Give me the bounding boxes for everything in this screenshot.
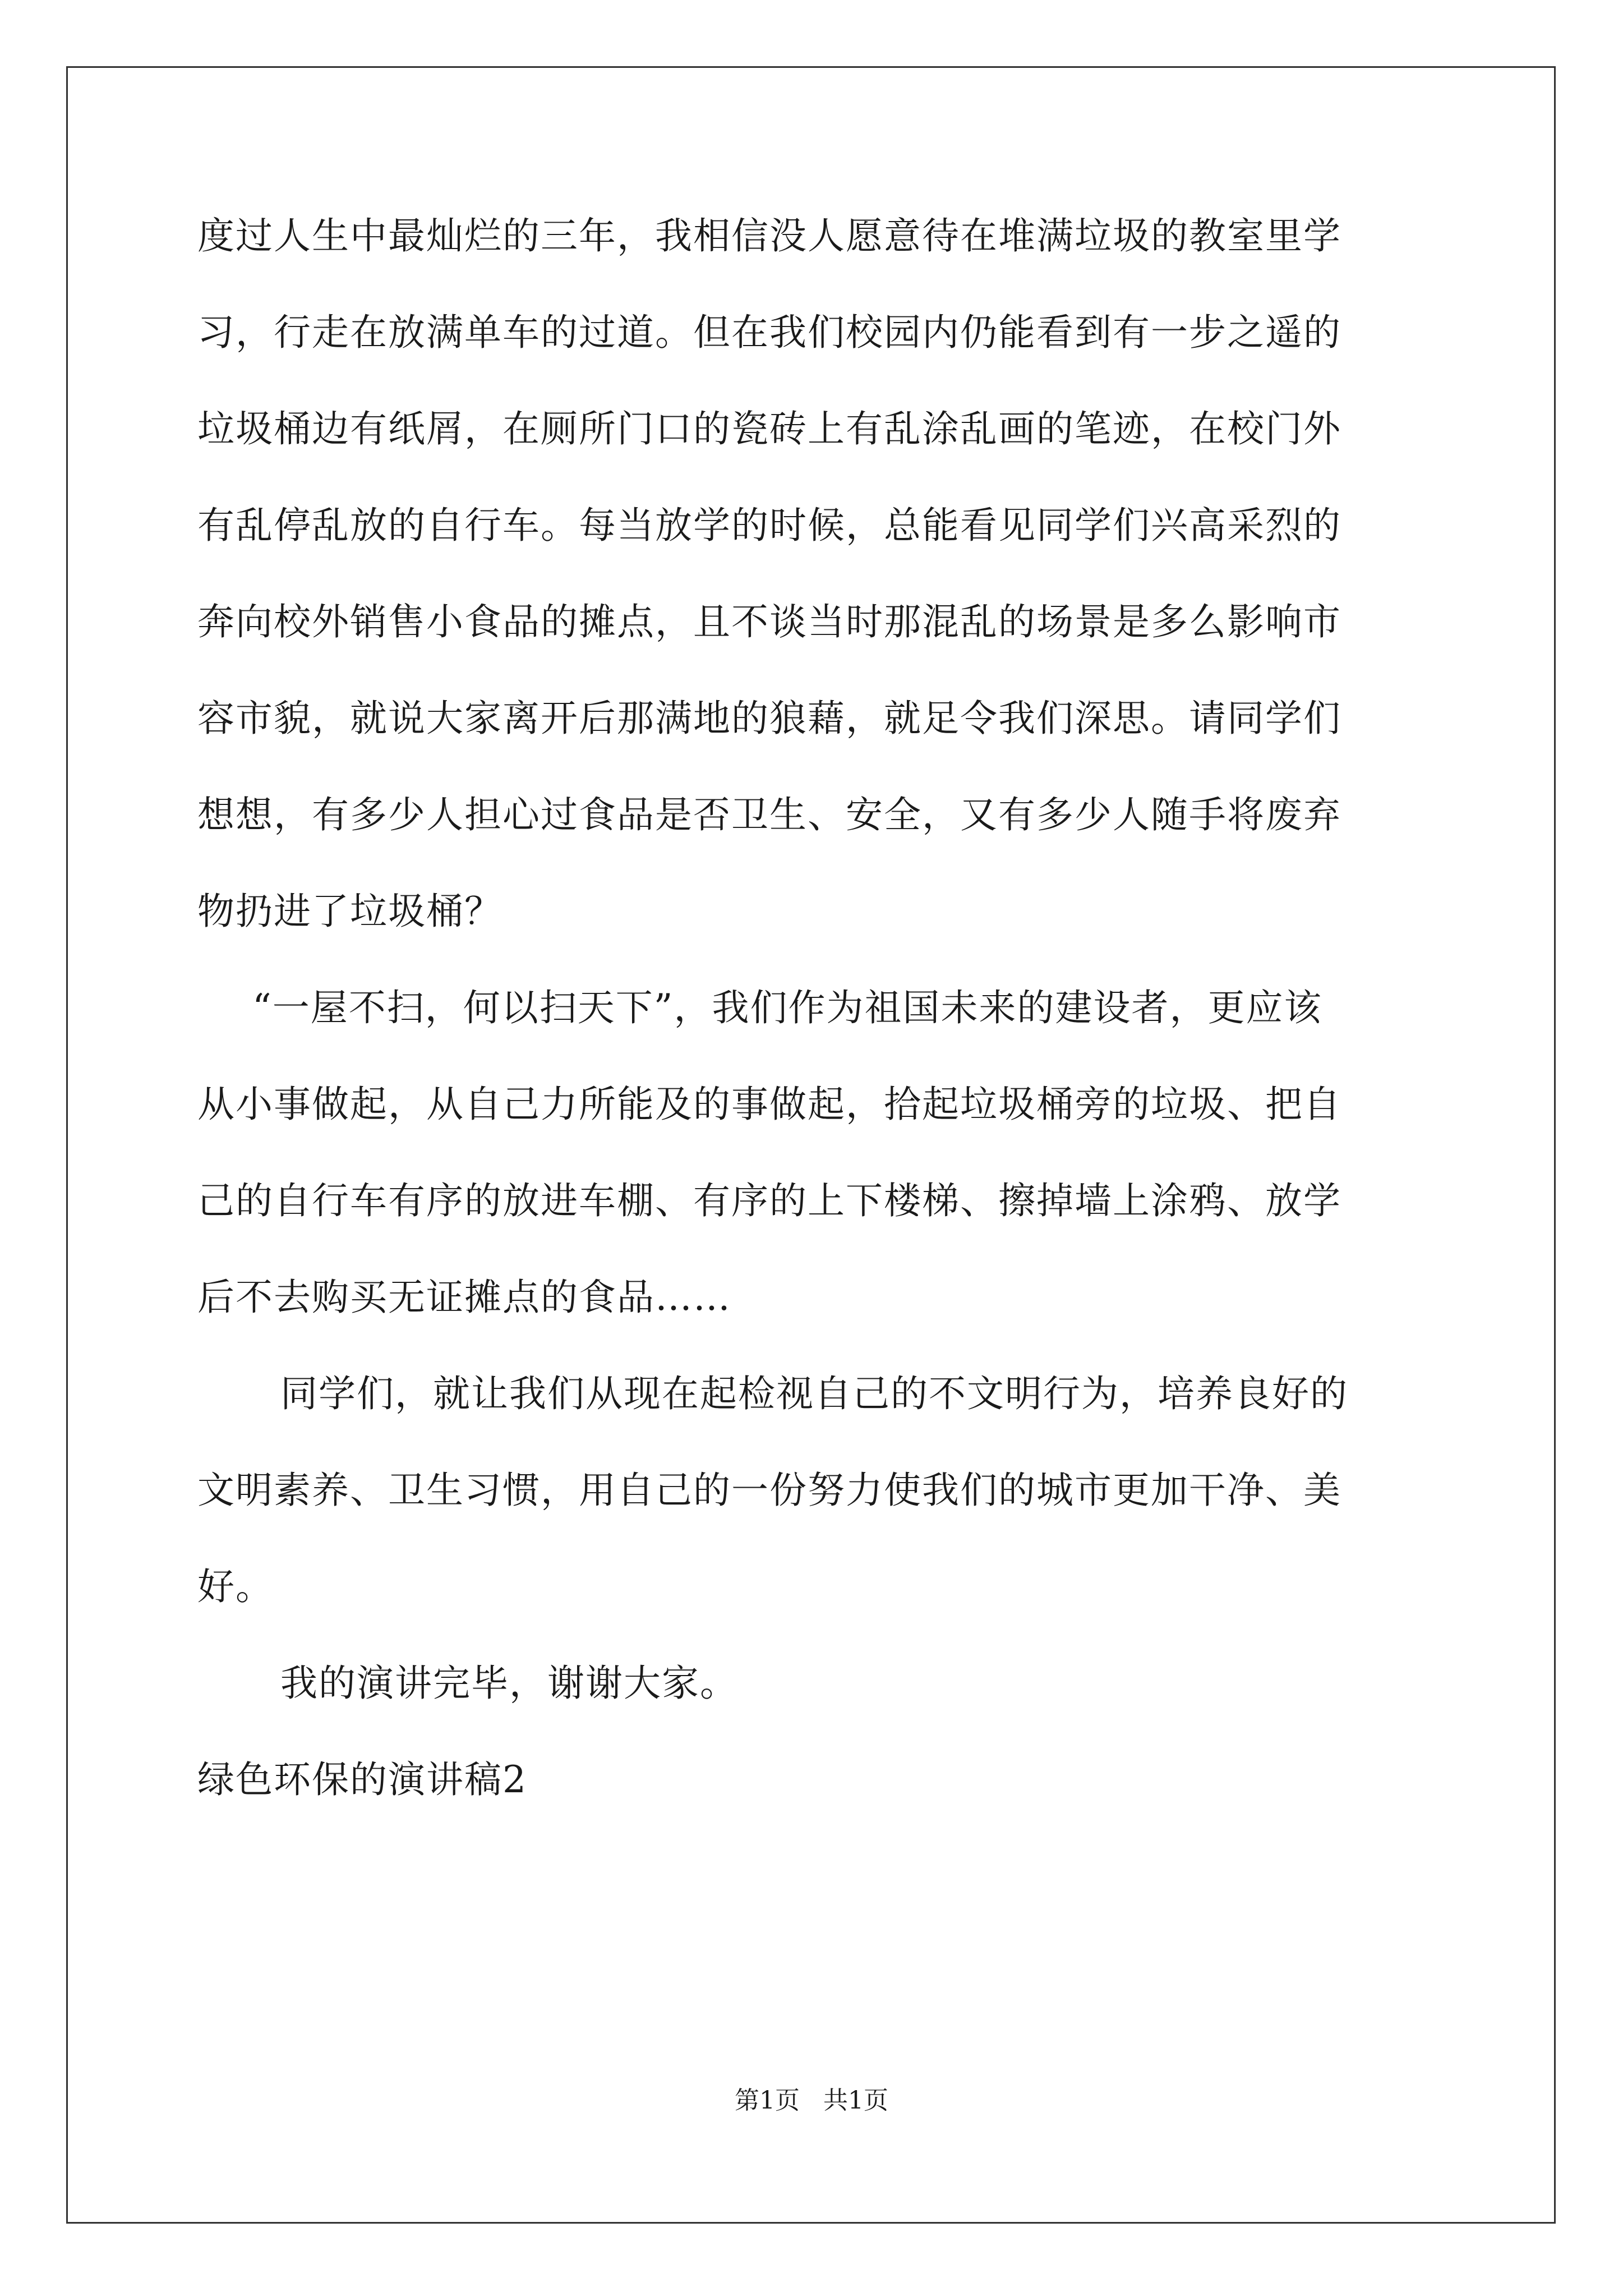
paragraph-line: 同学们，就让我们从现在起检视自己的不文明行为，培养良好的 — [280, 1372, 1348, 1415]
paragraph-line: 度过人生中最灿烂的三年，我相信没人愿意待在堆满垃圾的教室里学 — [197, 214, 1341, 257]
paragraph-line: 从小事做起，从自己力所能及的事做起，拾起垃圾桶旁的垃圾、把自 — [197, 1083, 1341, 1126]
document-body — [197, 216, 1426, 1856]
page-footer — [0, 2087, 1623, 2115]
section-heading: 绿色环保的演讲稿2 — [197, 1758, 527, 1801]
paragraph-line: 后不去购买无证摊点的食品…… — [197, 1276, 731, 1319]
paragraph-line: 习，行走在放满单车的过道。但在我们校园内仍能看到有一步之遥的 — [197, 311, 1341, 354]
paragraph-line: 好。 — [197, 1565, 274, 1608]
paragraph-line: 有乱停乱放的自行车。每当放学的时候，总能看见同学们兴高采烈的 — [197, 504, 1341, 547]
paragraph-line: 容市貌，就说大家离开后那满地的狼藉，就足令我们深思。请同学们 — [197, 697, 1341, 740]
paragraph-line: 想想，有多少人担心过食品是否卫生、安全，又有多少人随手将废弃 — [197, 793, 1341, 836]
paragraph-line: 垃圾桶边有纸屑，在厕所门口的瓷砖上有乱涂乱画的笔迹，在校门外 — [197, 407, 1341, 450]
paragraph-line: 文明素养、卫生习惯，用自己的一份努力使我们的城市更加干净、美 — [197, 1469, 1341, 1512]
page-number: 第1页 — [735, 2086, 800, 2115]
page-total: 共1页 — [823, 2086, 888, 2115]
paragraph-line: “一屋不扫，何以扫天下”，我们作为祖国未来的建设者，更应该 — [252, 986, 1322, 1029]
paragraph-line: 己的自行车有序的放进车棚、有序的上下楼梯、擦掉墙上涂鸦、放学 — [197, 1179, 1341, 1222]
paragraph-line: 奔向校外销售小食品的摊点，且不谈当时那混乱的场景是多么影响市 — [197, 600, 1341, 643]
paragraph-line: 我的演讲完毕，谢谢大家。 — [280, 1662, 738, 1705]
paragraph-line: 物扔进了垃圾桶？ — [197, 890, 502, 933]
